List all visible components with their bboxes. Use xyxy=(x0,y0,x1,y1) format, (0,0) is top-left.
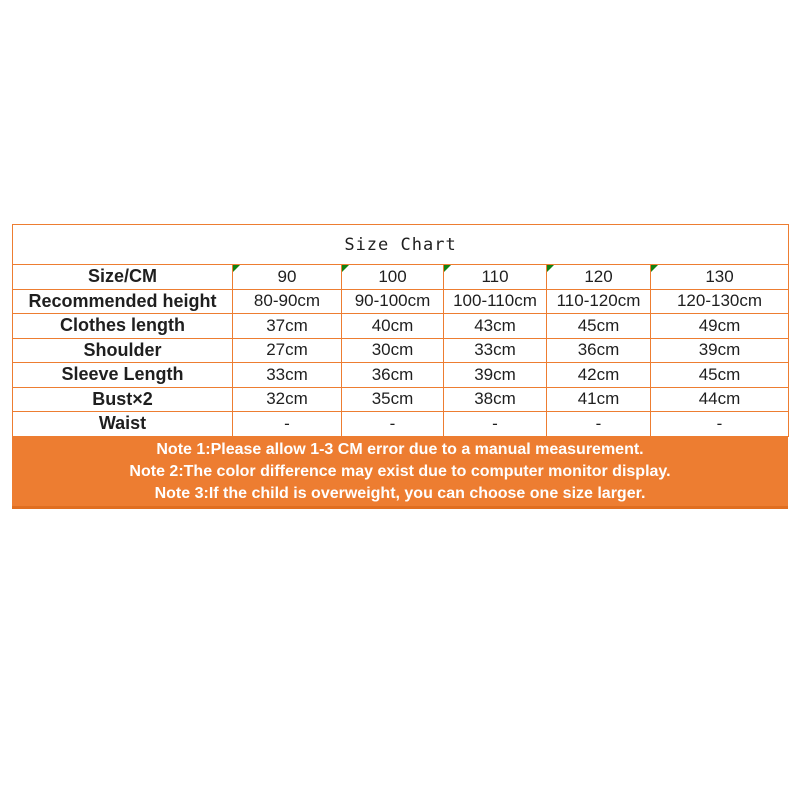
column-header-110 xyxy=(444,265,547,290)
cell-value: 35cm xyxy=(342,387,444,412)
cell-value: 45cm xyxy=(651,363,789,388)
error-indicator-icon xyxy=(444,265,451,272)
note-line-3: Note 3:If the child is overweight, you can choose one size larger. xyxy=(154,484,646,502)
column-header-100 xyxy=(342,265,444,290)
row-label: Bust×2 xyxy=(13,387,233,412)
cell-value: 41cm xyxy=(547,387,651,412)
cell-value: 120-130cm xyxy=(651,289,789,314)
cell-value: 100-110cm xyxy=(444,289,547,314)
cell-value: 42cm xyxy=(547,363,651,388)
cell-value: 43cm xyxy=(444,314,547,339)
column-header-label: 130 xyxy=(705,266,734,286)
cell-value: 37cm xyxy=(233,314,342,339)
table-row-bust xyxy=(13,387,789,412)
cell-value: - xyxy=(342,412,444,437)
size-chart-block xyxy=(12,224,788,509)
cell-value: - xyxy=(444,412,547,437)
table-row-waist xyxy=(13,412,789,437)
column-header-120 xyxy=(547,265,651,290)
cell-value: 38cm xyxy=(444,387,547,412)
row-label: Sleeve Length xyxy=(13,363,233,388)
cell-value: 90-100cm xyxy=(342,289,444,314)
cell-value: 27cm xyxy=(233,338,342,363)
cell-value: - xyxy=(233,412,342,437)
error-indicator-icon xyxy=(547,265,554,272)
table-title: Size Chart xyxy=(13,225,789,265)
cell-value: 33cm xyxy=(444,338,547,363)
row-label: Shoulder xyxy=(13,338,233,363)
cell-value: 39cm xyxy=(444,363,547,388)
cell-value: 49cm xyxy=(651,314,789,339)
cell-value: 45cm xyxy=(547,314,651,339)
column-header-label: 120 xyxy=(584,266,613,286)
table-row-shoulder xyxy=(13,338,789,363)
note-line-1: Note 1:Please allow 1-3 CM error due to a manual measurement. xyxy=(156,440,644,458)
column-header-130 xyxy=(651,265,789,290)
cell-value: - xyxy=(547,412,651,437)
table-row-recommended-height xyxy=(13,289,789,314)
cell-value: 44cm xyxy=(651,387,789,412)
title-row xyxy=(13,225,789,265)
cell-value: 36cm xyxy=(342,363,444,388)
column-header-90 xyxy=(233,265,342,290)
error-indicator-icon xyxy=(233,265,240,272)
column-header-size-cm: Size/CM xyxy=(13,265,233,290)
cell-value: - xyxy=(651,412,789,437)
row-label: Recommended height xyxy=(13,289,233,314)
row-label: Waist xyxy=(13,412,233,437)
header-row xyxy=(13,265,789,290)
cell-value: 40cm xyxy=(342,314,444,339)
error-indicator-icon xyxy=(651,265,658,272)
cell-value: 30cm xyxy=(342,338,444,363)
error-indicator-icon xyxy=(342,265,349,272)
notes-band xyxy=(12,437,788,509)
cell-value: 39cm xyxy=(651,338,789,363)
cell-value: 110-120cm xyxy=(547,289,651,314)
cell-value: 32cm xyxy=(233,387,342,412)
table-row-clothes-length xyxy=(13,314,789,339)
size-chart-table xyxy=(12,224,789,437)
column-header-label: 100 xyxy=(378,266,407,286)
column-header-label: 90 xyxy=(277,266,297,286)
table-row-sleeve-length xyxy=(13,363,789,388)
cell-value: 36cm xyxy=(547,338,651,363)
cell-value: 33cm xyxy=(233,363,342,388)
column-header-label: 110 xyxy=(481,266,509,286)
note-line-2: Note 2:The color difference may exist due to computer monitor display. xyxy=(129,462,671,480)
row-label: Clothes length xyxy=(13,314,233,339)
cell-value: 80-90cm xyxy=(233,289,342,314)
